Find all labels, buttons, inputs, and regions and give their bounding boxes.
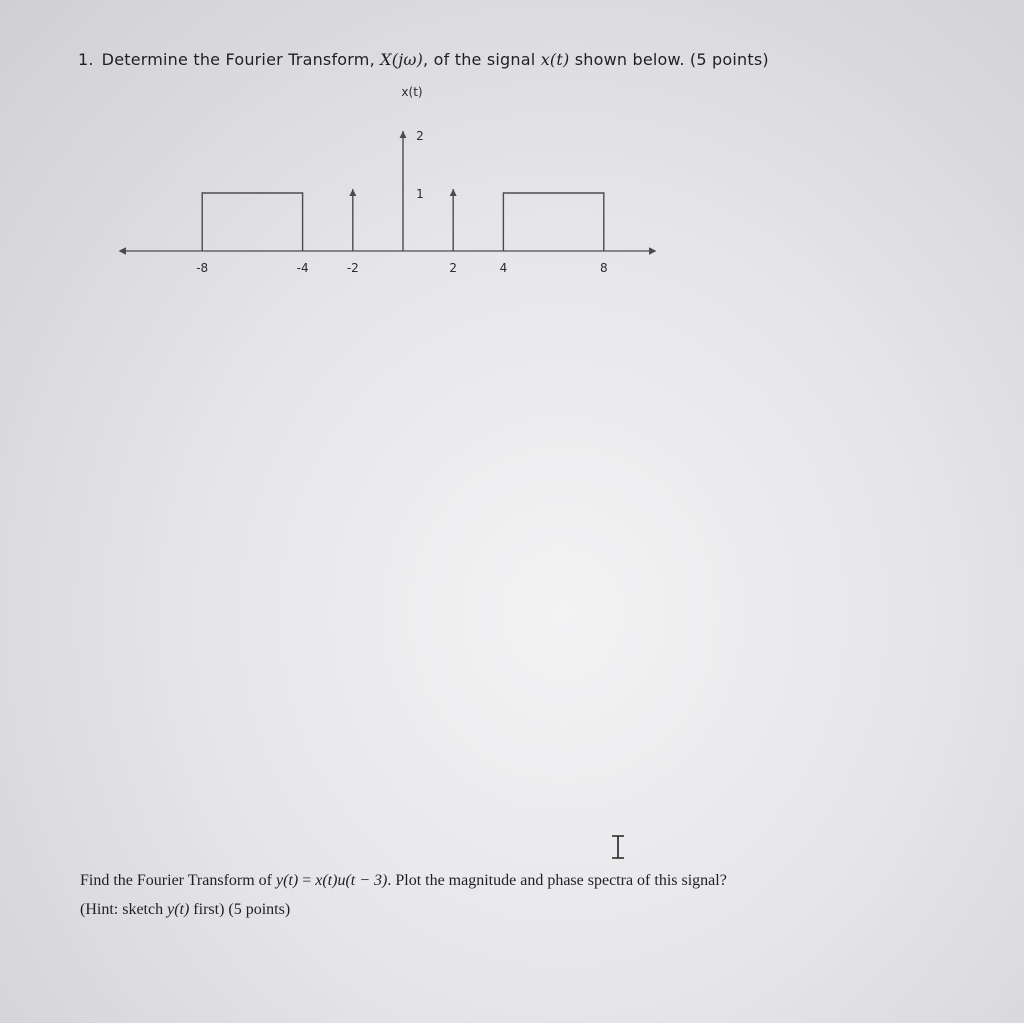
text-cursor-icon [606, 834, 630, 860]
signal-marks [202, 131, 604, 251]
question-1-math-X: X(jω) [380, 50, 424, 69]
question-1-math-x: x(t) [540, 50, 570, 69]
question-2-hint-math-y: y(t) [167, 901, 190, 918]
tick-labels [196, 129, 607, 275]
impulse-arrow-2 [400, 131, 407, 138]
x-tick-label: 2 [449, 261, 458, 275]
question-2-hint-b: first) (5 points) [189, 901, 291, 918]
rect-pulse-0 [202, 193, 302, 251]
question-2-math-xu: x(t)u(t − 3) [315, 872, 388, 889]
question-2 [80, 866, 727, 924]
x-tick-label: 8 [599, 261, 608, 275]
question-2-hint-a: (Hint: sketch [80, 901, 168, 918]
y-tick-label: 1 [416, 187, 424, 201]
question-2-math-y: y(t) [276, 872, 299, 889]
question-1-number: 1. [78, 50, 94, 69]
y-axis-label: x(t) [401, 85, 423, 99]
signal-plot [0, 0, 1024, 300]
rect-pulse-4 [503, 193, 603, 251]
x-tick-label: -4 [296, 261, 309, 275]
question-2-text-b: . Plot the magnitude and phase spectra of this signal? [387, 872, 727, 889]
x-tick-label: 4 [499, 261, 508, 275]
impulse-arrow-1 [349, 189, 356, 196]
question-2-equals: = [298, 872, 316, 889]
question-2-line-2 [80, 895, 727, 924]
x-tick-label: -8 [196, 261, 209, 275]
x-tick-label: -2 [346, 261, 359, 275]
question-1-text-after: shown below. (5 points) [569, 50, 769, 69]
question-2-text-a: Find the Fourier Transform of [80, 872, 276, 889]
question-1-text-before: Determine the Fourier Transform, [101, 50, 381, 69]
y-tick-label: 2 [416, 129, 424, 143]
question-2-line-1 [80, 866, 727, 895]
question-1-text-middle: , of the signal [423, 50, 541, 69]
impulse-arrow-3 [450, 189, 457, 196]
